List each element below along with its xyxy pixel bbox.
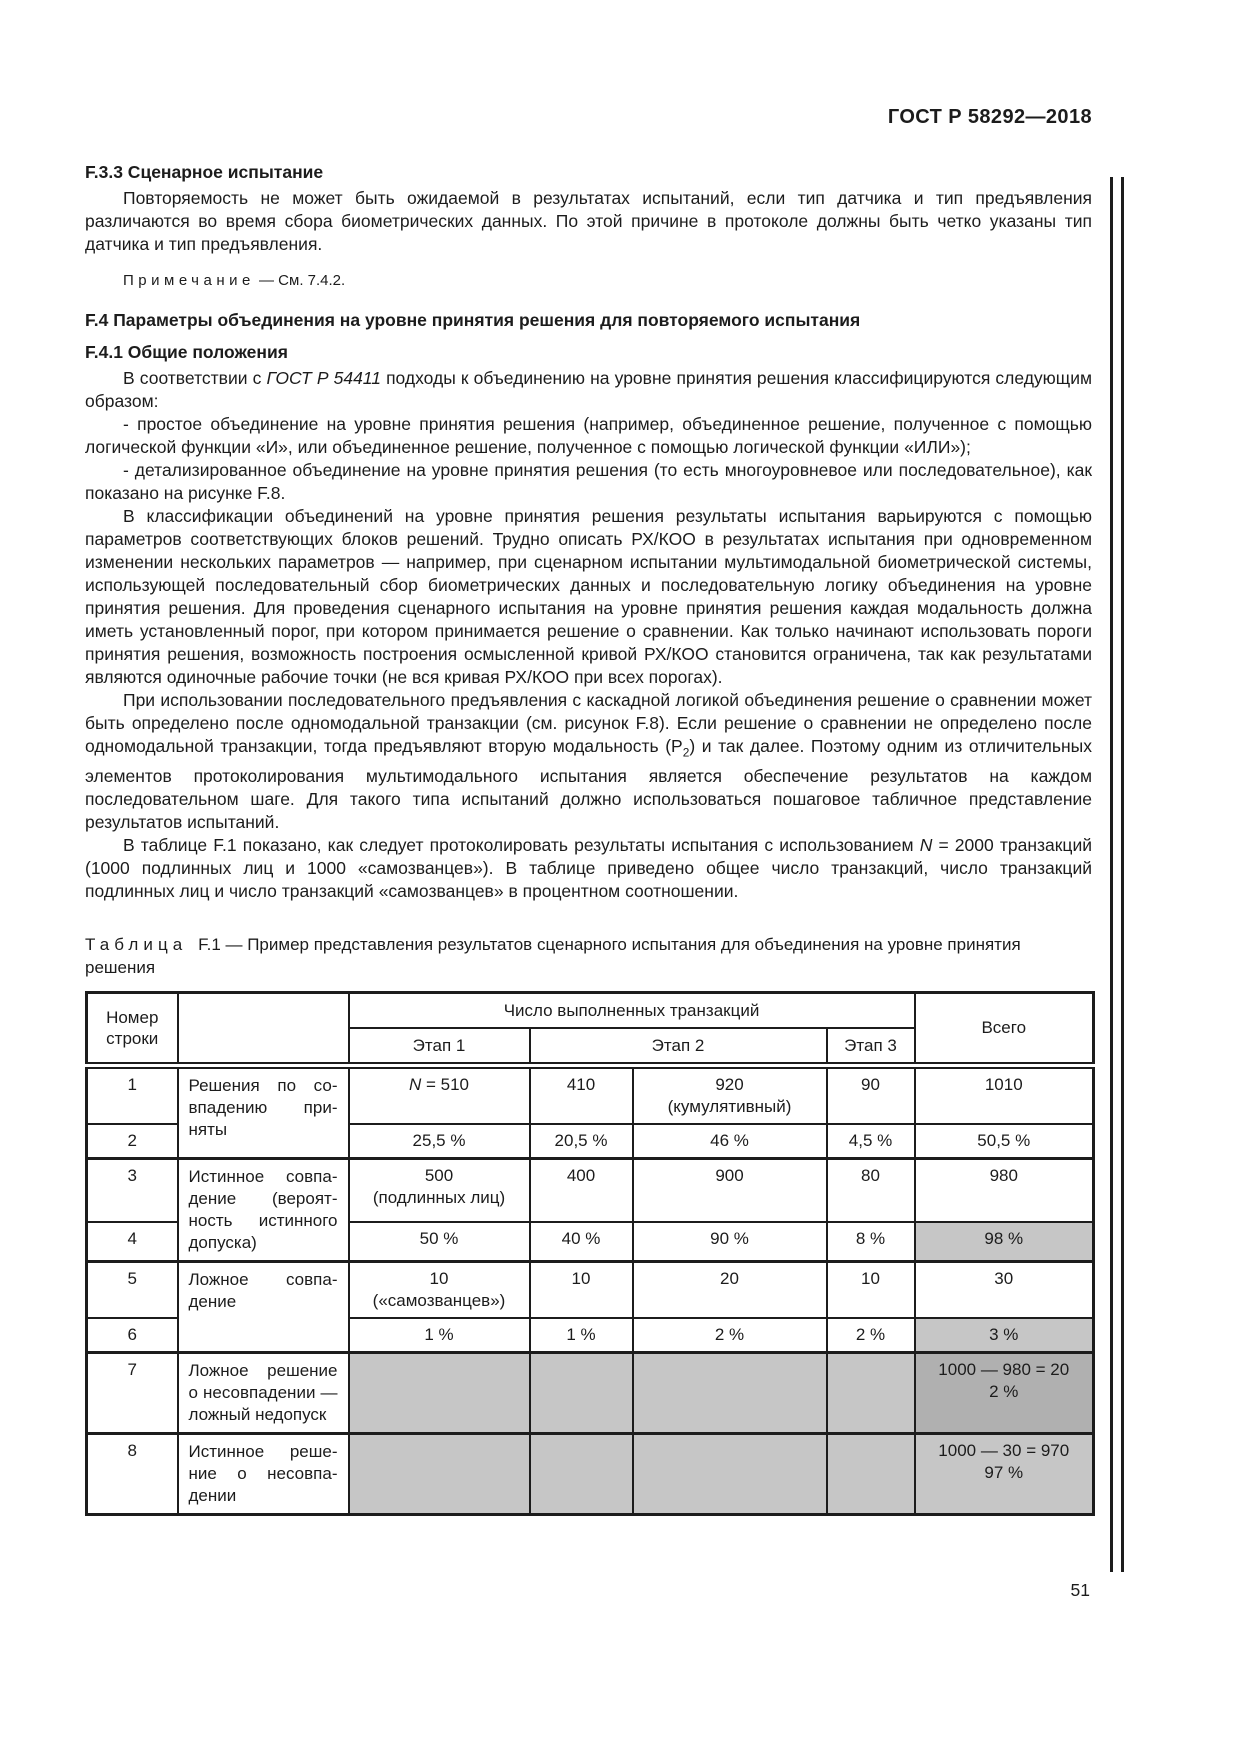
paragraph-f4-list-item-2: - детализированное объединение на уровне принятия решения (то есть многоуровневое или последовательное), как показано на рисунке F.8. [85,460,1092,503]
table-cell [349,1433,530,1514]
row-number-cell: 7 [87,1352,178,1433]
note-label: Примечание [123,272,255,289]
col-header-total: Всего [915,992,1094,1065]
col-header-stage-3: Этап 3 [827,1028,915,1066]
table-cell: 80 [827,1158,915,1222]
row-label-cell: Истинное совпадение (вероятность истинного допуска) [178,1158,349,1261]
row-number-cell: 2 [87,1124,178,1159]
table-row [87,1065,1094,1124]
table-cell: 10 («самозванцев») [349,1261,530,1318]
page-number: 51 [1070,1580,1090,1600]
table-cell [827,1352,915,1433]
table-cell: 1000 — 980 = 20 2 % [915,1352,1094,1433]
table-caption-text: F.1 — Пример представления результатов сценарного испытания для объединения на уровне принятия решения [85,934,1021,977]
table-cell: 410 [530,1065,633,1124]
table-f1 [85,991,1095,1516]
row-label-cell: Ложное решение о несовпадении — ложный недопуск [178,1352,349,1433]
table-header-row-1 [87,992,1094,1028]
table-cell: 2 % [827,1318,915,1353]
paragraph-f33: Повторяемость не может быть ожидаемой в результатах испытаний, если тип датчика и тип предъявления различаются во время сбора биометрических данных. По этой причине в протоколе должны быть четко указаны тип датчика и тип предъявления. [85,188,1092,254]
table-cell: 10 [827,1261,915,1318]
table-cell: 1010 [915,1065,1094,1124]
col-header-description [178,992,349,1065]
page-margin-rule-outer [1110,177,1113,1572]
table-cell [633,1433,827,1514]
table-caption [85,933,1092,979]
table-cell: 90 % [633,1222,827,1261]
paragraph-f4-table-intro: В таблице F.1 показано, как следует протоколировать результаты испытания с использованием N = 2000 транзакций (1000 подлинных лиц и 1000 «самозванцев»). В таблице приведено общее число транзакций, число транзакций подлинных лиц и число транзакций «самозванцев» в процентном соотношении. [85,834,1093,901]
table-cell: 400 [530,1158,633,1222]
row-label-cell: Ложное совпадение [178,1261,349,1352]
table-cell: 90 [827,1065,915,1124]
table-head [87,992,1094,1065]
table-cell: 30 [915,1261,1094,1318]
note-text: — См. 7.4.2. [259,272,346,289]
table-row [87,1158,1094,1222]
note [85,271,1092,291]
table-cell: 920 (кумулятивный) [633,1065,827,1124]
heading-f33: F.3.3 Сценарное испытание [85,162,324,182]
table-cell [530,1352,633,1433]
row-number-cell: 8 [87,1433,178,1514]
table-cell [530,1433,633,1514]
table-cell: 98 % [915,1222,1094,1261]
table-cell: 46 % [633,1124,827,1159]
table-cell: 50,5 % [915,1124,1094,1159]
table-cell: 8 % [827,1222,915,1261]
row-number-cell: 6 [87,1318,178,1353]
page-margin-rule-inner [1121,177,1124,1572]
table-cell: 980 [915,1158,1094,1222]
table-cell: 40 % [530,1222,633,1261]
table-cell: 900 [633,1158,827,1222]
table-cell: 500 (подлинных лиц) [349,1158,530,1222]
table-row [87,1433,1094,1514]
table-cell: 1 % [530,1318,633,1353]
table-cell: 1000 — 30 = 970 97 % [915,1433,1094,1514]
table-cell: 10 [530,1261,633,1318]
table-cell: 2 % [633,1318,827,1353]
row-number-cell: 4 [87,1222,178,1261]
paragraph-f4-classification: В классификации объединений на уровне принятия решения результаты испытания варьируются с помощью параметров соответствующих блоков решений. Трудно описать РХ/КОО в результатах испытания при одновременном изменении нескольких параметров — например, при сценарном испытании мультимодальной биометрической системы, использующей последовательный сбор биометрических данных и последовательную логику объединения на уровне принятия решения. Для проведения сценарного испытания на уровне принятия решения каждая модальность должна иметь установленный порог, при котором принимается решение о сравнении. Как только начинают использовать пороги принятия решения, возможность построения осмысленной кривой РХ/КОО становится ограничена, так как результатами являются одиночные рабочие точки (не вся кривая РХ/КОО при всех порогах). [85,506,1092,687]
paragraph-f4-intro: В соответствии с ГОСТ Р 54411 подходы к объединению на уровне принятия решения классифицируются следующим образом: [85,368,1092,411]
row-label-cell: Решения по совпадению приняты [178,1065,349,1158]
table-cell: 50 % [349,1222,530,1261]
table-cell: 1 % [349,1318,530,1353]
row-label-cell: Истинное решение о несовпадении [178,1433,349,1514]
row-number-cell: 3 [87,1158,178,1222]
page-content [85,106,1092,1516]
table-cell: 20 [633,1261,827,1318]
table-row [87,1261,1094,1318]
document-code: ГОСТ Р 58292—2018 [887,106,1092,128]
table-cell [827,1433,915,1514]
table-cell [633,1352,827,1433]
table-cell: 4,5 % [827,1124,915,1159]
paragraph-f4-cascade: При использовании последовательного предъявления с каскадной логикой объединения решение о сравнении может быть определено после одномодальной транзакции (см. рисунок F.8). Если решение о сравнении не определено после одномодальной транзакции, тогда предъявляют вторую модальность $(P_2)$ и так далее. Поэтому одним из отличительных элементов протоколирования мультимодального испытания является обеспечение результатов на каждом последовательном шаге. Для такого типа испытаний должно использоваться пошаговое табличное представление результатов испытаний. [85,690,1092,832]
table-cell: 20,5 % [530,1124,633,1159]
table-cell: 25,5 % [349,1124,530,1159]
paragraph-f4-list-item-1: - простое объединение на уровне принятия решения (например, объединенное решение, полученное с помощью логической функции «И», или объединенное решение, полученное с помощью логической функции «ИЛИ»); [85,414,1092,457]
col-header-stage-1: Этап 1 [349,1028,530,1066]
table-cell [349,1352,530,1433]
row-number-cell: 5 [87,1261,178,1318]
row-number-cell: 1 [87,1065,178,1124]
col-header-transactions: Число выполненных транзакций [349,992,915,1028]
table-cell: N = 510 [349,1065,530,1124]
col-header-stage-2: Этап 2 [530,1028,827,1066]
table-cell: 3 % [915,1318,1094,1353]
table-row [87,1352,1094,1433]
heading-f4: F.4 Параметры объединения на уровне принятия решения для повторяемого испытания [85,310,861,330]
table-body [87,1065,1094,1514]
heading-f41: F.4.1 Общие положения [85,342,288,362]
col-header-row-number: Номер строки [87,992,178,1065]
table-caption-label: Таблица [85,934,188,954]
